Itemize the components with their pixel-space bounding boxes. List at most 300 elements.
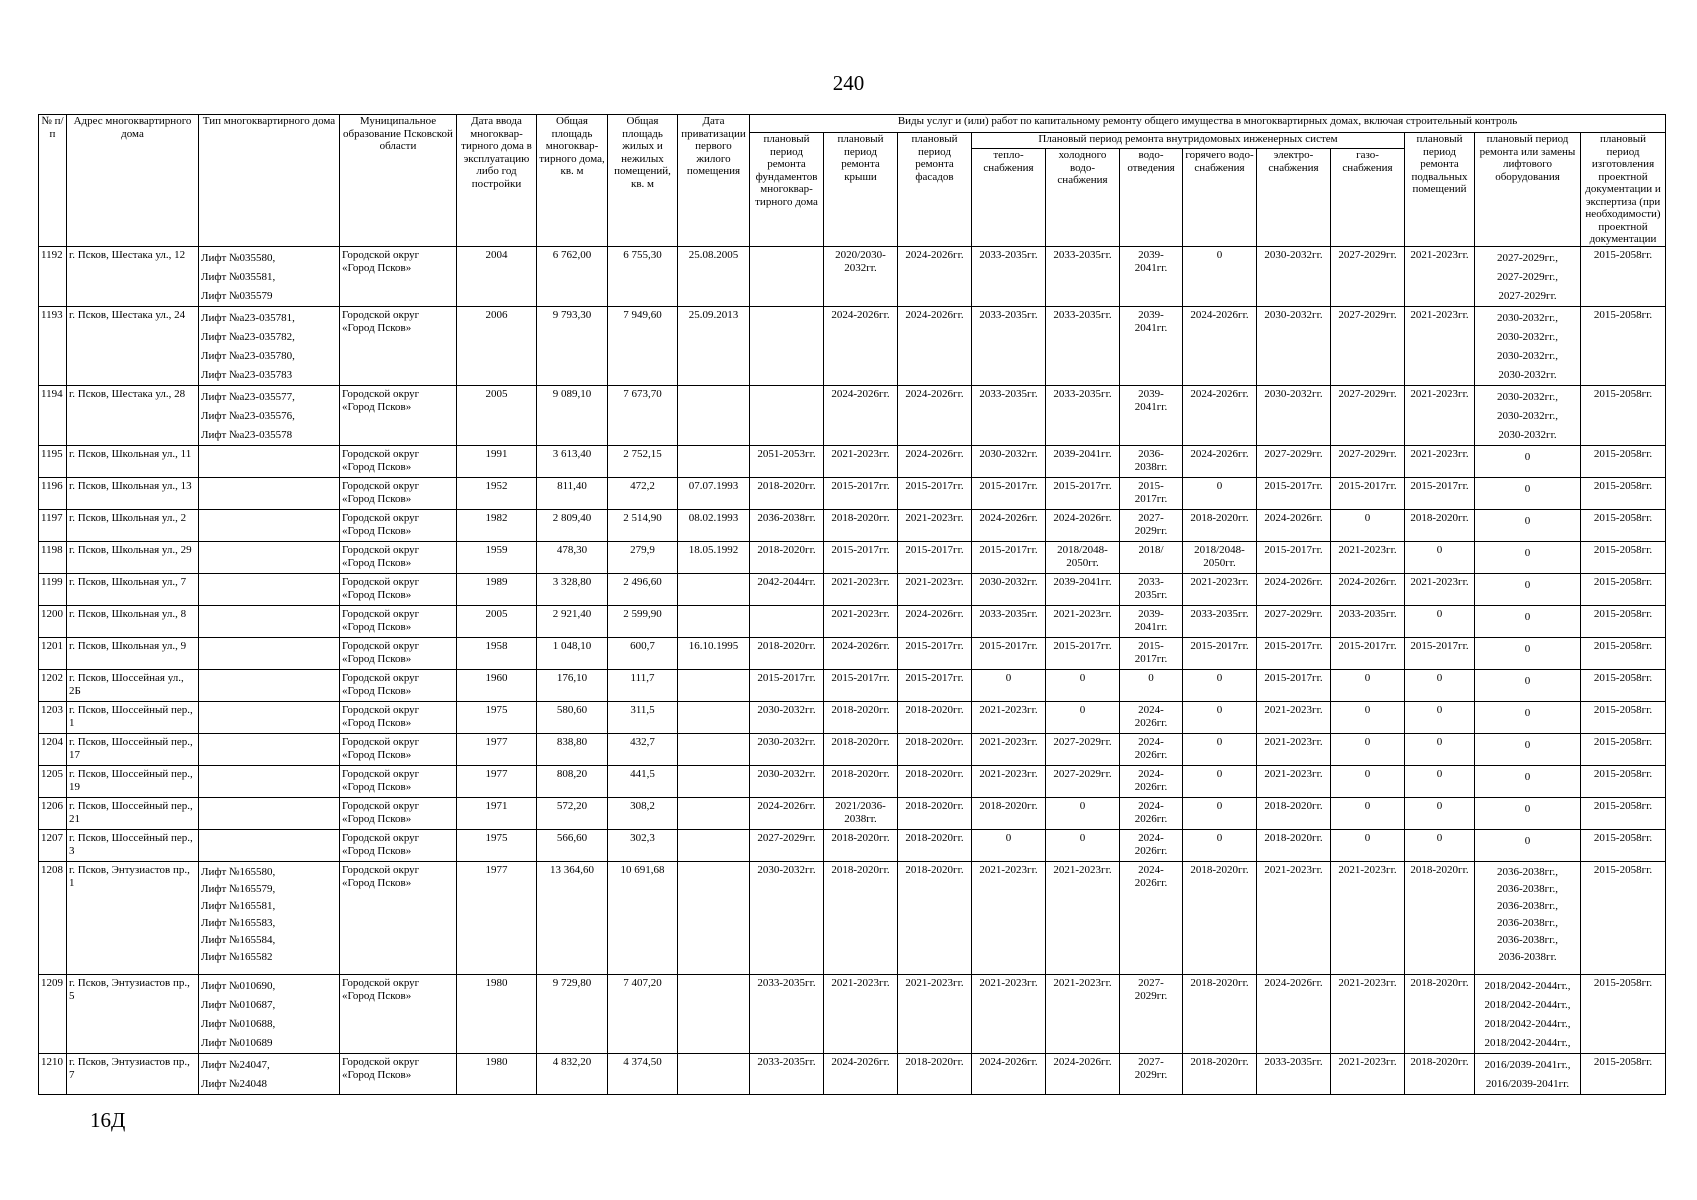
facade-period-cell: 2015-2017гг. [898, 670, 972, 702]
elevator-period-cell-line: 2018/2042-2044гг., [1484, 1018, 1571, 1030]
electric-period-cell: 2021-2023гг. [1257, 702, 1331, 734]
elevator-period-cell [1475, 798, 1581, 830]
electric-period-cell: 2030-2032гг. [1257, 386, 1331, 446]
municipality-cell: Городской округ «Город Псков» [340, 702, 457, 734]
electric-period-cell: 2030-2032гг. [1257, 307, 1331, 386]
house-type-cell [199, 975, 340, 1054]
house-type-cell-line: Лифт №а23-035780, [201, 350, 295, 362]
table-row [39, 862, 1666, 975]
heat-period-cell: 2024-2026гг. [972, 1054, 1046, 1095]
roof-period-cell: 2015-2017гг. [824, 478, 898, 510]
privatization-date-cell: 07.07.1993 [678, 478, 750, 510]
sewer-period-cell: 2015-2017гг. [1120, 478, 1183, 510]
sewer-period-cell: 2033-2035гг. [1120, 574, 1183, 606]
docs-period-cell: 2015-2058гг. [1581, 542, 1666, 574]
commission-year-cell: 1980 [457, 1054, 537, 1095]
electric-period-cell: 2018-2020гг. [1257, 830, 1331, 862]
privatization-date-cell: 25.08.2005 [678, 247, 750, 307]
electric-period-cell: 2024-2026гг. [1257, 510, 1331, 542]
hot-water-period-cell: 2021-2023гг. [1183, 574, 1257, 606]
living-area-cell: 7 407,20 [608, 975, 678, 1054]
heat-period-cell: 2015-2017гг. [972, 638, 1046, 670]
sewer-period-cell: 2024-2026гг. [1120, 766, 1183, 798]
commission-year-cell: 1958 [457, 638, 537, 670]
row-number: 1203 [39, 702, 67, 734]
facade-period-cell: 2018-2020гг. [898, 766, 972, 798]
privatization-date-cell [678, 446, 750, 478]
total-area-cell: 6 762,00 [537, 247, 608, 307]
facade-period-cell: 2015-2017гг. [898, 542, 972, 574]
hot-water-period-cell: 2015-2017гг. [1183, 638, 1257, 670]
table-row [39, 574, 1666, 606]
row-number: 1192 [39, 247, 67, 307]
elevator-period-cell [1475, 862, 1581, 975]
total-area-cell: 3 613,40 [537, 446, 608, 478]
cold-water-period-cell: 2015-2017гг. [1046, 478, 1120, 510]
gas-period-cell: 2021-2023гг. [1331, 975, 1405, 1054]
docs-period-cell: 2015-2058гг. [1581, 446, 1666, 478]
address-cell: г. Псков, Энтузиастов пр., 5 [67, 975, 199, 1054]
basement-period-cell: 0 [1405, 702, 1475, 734]
municipality-cell: Городской округ «Город Псков» [340, 574, 457, 606]
basement-period-cell: 0 [1405, 830, 1475, 862]
address-cell: г. Псков, Шоссейный пер., 1 [67, 702, 199, 734]
house-type-cell [199, 1054, 340, 1095]
total-area-cell: 3 328,80 [537, 574, 608, 606]
foundation-period-cell: 2030-2032гг. [750, 734, 824, 766]
privatization-date-cell [678, 734, 750, 766]
basement-period-cell: 2018-2020гг. [1405, 862, 1475, 975]
elevator-period-cell-line: 2036-2038гг., [1497, 934, 1558, 946]
elevator-period-cell-line: 0 [1524, 675, 1531, 687]
house-type-cell [199, 386, 340, 446]
address-cell: г. Псков, Шоссейный пер., 19 [67, 766, 199, 798]
elevator-period-cell-line: 0 [1524, 579, 1531, 591]
elevator-period-cell-line: 2027-2029гг., [1497, 252, 1558, 264]
cold-water-period-cell: 0 [1046, 798, 1120, 830]
living-area-cell: 2 599,90 [608, 606, 678, 638]
roof-period-cell: 2018-2020гг. [824, 510, 898, 542]
table-row [39, 638, 1666, 670]
facade-period-cell: 2024-2026гг. [898, 606, 972, 638]
basement-period-cell: 2018-2020гг. [1405, 975, 1475, 1054]
facade-period-cell: 2018-2020гг. [898, 1054, 972, 1095]
docs-period-cell: 2015-2058гг. [1581, 478, 1666, 510]
hot-water-period-cell: 0 [1183, 766, 1257, 798]
basement-period-cell: 2021-2023гг. [1405, 386, 1475, 446]
table-row [39, 542, 1666, 574]
header-works-group: Виды услуг и (или) работ по капитальному ремонту общего имущества в многоквартирных домах, включая строительный контроль [750, 115, 1666, 133]
header-hot-water: горячего водо-снабжения [1183, 149, 1257, 247]
cold-water-period-cell: 2018/2048-2050гг. [1046, 542, 1120, 574]
house-type-cell [199, 247, 340, 307]
gas-period-cell: 0 [1331, 734, 1405, 766]
total-area-cell: 580,60 [537, 702, 608, 734]
roof-period-cell: 2018-2020гг. [824, 862, 898, 975]
row-number: 1210 [39, 1054, 67, 1095]
municipality-cell: Городской округ «Город Псков» [340, 638, 457, 670]
roof-period-cell: 2024-2026гг. [824, 307, 898, 386]
elevator-period-cell [1475, 542, 1581, 574]
header-sewer: водо-отведения [1120, 149, 1183, 247]
house-type-cell [199, 446, 340, 478]
elevator-period-cell [1475, 766, 1581, 798]
facade-period-cell: 2024-2026гг. [898, 386, 972, 446]
electric-period-cell: 2024-2026гг. [1257, 975, 1331, 1054]
house-type-cell [199, 606, 340, 638]
address-cell: г. Псков, Энтузиастов пр., 7 [67, 1054, 199, 1095]
heat-period-cell: 2018-2020гг. [972, 798, 1046, 830]
docs-period-cell: 2015-2058гг. [1581, 830, 1666, 862]
foundation-period-cell: 2018-2020гг. [750, 638, 824, 670]
house-type-cell-line: Лифт №165582 [201, 951, 273, 963]
house-type-cell-line: Лифт №а23-035577, [201, 391, 295, 403]
elevator-period-cell-line: 2030-2032гг., [1497, 331, 1558, 343]
heat-period-cell: 2015-2017гг. [972, 542, 1046, 574]
table-row [39, 830, 1666, 862]
basement-period-cell: 2015-2017гг. [1405, 638, 1475, 670]
privatization-date-cell [678, 975, 750, 1054]
basement-period-cell: 0 [1405, 670, 1475, 702]
hot-water-period-cell: 0 [1183, 670, 1257, 702]
header-docs: плановый период изготовления проектной документации и экспертиза (при необходимости) проектной документации [1581, 133, 1666, 247]
commission-year-cell: 1975 [457, 702, 537, 734]
privatization-date-cell: 16.10.1995 [678, 638, 750, 670]
total-area-cell: 838,80 [537, 734, 608, 766]
hot-water-period-cell: 2018-2020гг. [1183, 1054, 1257, 1095]
roof-period-cell: 2018-2020гг. [824, 766, 898, 798]
house-type-cell [199, 574, 340, 606]
roof-period-cell: 2015-2017гг. [824, 670, 898, 702]
cold-water-period-cell: 2033-2035гг. [1046, 386, 1120, 446]
total-area-cell: 566,60 [537, 830, 608, 862]
house-type-cell-line: Лифт №010687, [201, 999, 276, 1011]
commission-year-cell: 1977 [457, 862, 537, 975]
gas-period-cell: 2027-2029гг. [1331, 446, 1405, 478]
municipality-cell: Городской округ «Город Псков» [340, 307, 457, 386]
living-area-cell: 311,5 [608, 702, 678, 734]
basement-period-cell: 2021-2023гг. [1405, 307, 1475, 386]
living-area-cell: 2 496,60 [608, 574, 678, 606]
house-type-cell [199, 798, 340, 830]
table-row [39, 307, 1666, 386]
facade-period-cell: 2024-2026гг. [898, 307, 972, 386]
total-area-cell: 13 364,60 [537, 862, 608, 975]
foundation-period-cell: 2027-2029гг. [750, 830, 824, 862]
basement-period-cell: 2021-2023гг. [1405, 574, 1475, 606]
commission-year-cell: 2006 [457, 307, 537, 386]
municipality-cell: Городской округ «Город Псков» [340, 830, 457, 862]
commission-year-cell: 2005 [457, 386, 537, 446]
footer-code: 16Д [90, 1108, 126, 1132]
house-type-cell-line: Лифт №165583, [201, 917, 276, 929]
roof-period-cell: 2015-2017гг. [824, 542, 898, 574]
house-type-cell [199, 734, 340, 766]
sewer-period-cell: 0 [1120, 670, 1183, 702]
cold-water-period-cell: 2015-2017гг. [1046, 638, 1120, 670]
elevator-period-cell [1475, 446, 1581, 478]
elevator-period-cell-line: 2030-2032гг., [1497, 410, 1558, 422]
privatization-date-cell [678, 670, 750, 702]
elevator-period-cell-line: 2027-2029гг. [1498, 290, 1557, 302]
municipality-cell: Городской округ «Город Псков» [340, 798, 457, 830]
elevator-period-cell-line: 2018/2042-2044гг., [1484, 980, 1571, 992]
elevator-period-cell [1475, 606, 1581, 638]
header-municipality: Муниципальное образование Псковской области [340, 115, 457, 247]
header-cold-water: холодного водо-снабжения [1046, 149, 1120, 247]
elevator-period-cell-line: 2016/2039-2041гг., [1484, 1059, 1571, 1071]
total-area-cell: 9 089,10 [537, 386, 608, 446]
municipality-cell: Городской округ «Город Псков» [340, 386, 457, 446]
house-type-cell [199, 542, 340, 574]
facade-period-cell: 2021-2023гг. [898, 574, 972, 606]
row-number: 1206 [39, 798, 67, 830]
foundation-period-cell: 2033-2035гг. [750, 1054, 824, 1095]
table-row [39, 766, 1666, 798]
living-area-cell: 600,7 [608, 638, 678, 670]
gas-period-cell: 0 [1331, 798, 1405, 830]
municipality-cell: Городской округ «Город Псков» [340, 1054, 457, 1095]
privatization-date-cell: 25.09.2013 [678, 307, 750, 386]
facade-period-cell: 2021-2023гг. [898, 510, 972, 542]
hot-water-period-cell: 2018-2020гг. [1183, 510, 1257, 542]
address-cell: г. Псков, Шестака ул., 12 [67, 247, 199, 307]
facade-period-cell: 2018-2020гг. [898, 798, 972, 830]
privatization-date-cell [678, 574, 750, 606]
heat-period-cell: 2021-2023гг. [972, 702, 1046, 734]
hot-water-period-cell: 2018-2020гг. [1183, 862, 1257, 975]
house-type-cell [199, 638, 340, 670]
electric-period-cell: 2018-2020гг. [1257, 798, 1331, 830]
hot-water-period-cell: 0 [1183, 478, 1257, 510]
living-area-cell: 111,7 [608, 670, 678, 702]
heat-period-cell: 0 [972, 670, 1046, 702]
commission-year-cell: 2004 [457, 247, 537, 307]
basement-period-cell: 0 [1405, 542, 1475, 574]
elevator-period-cell-line: 0 [1524, 611, 1531, 623]
header-num: № п/п [39, 115, 67, 247]
table-row [39, 1054, 1666, 1095]
foundation-period-cell: 2036-2038гг. [750, 510, 824, 542]
cold-water-period-cell: 2027-2029гг. [1046, 734, 1120, 766]
foundation-period-cell [750, 386, 824, 446]
living-area-cell: 2 514,90 [608, 510, 678, 542]
roof-period-cell: 2021-2023гг. [824, 574, 898, 606]
address-cell: г. Псков, Школьная ул., 2 [67, 510, 199, 542]
gas-period-cell: 2024-2026гг. [1331, 574, 1405, 606]
total-area-cell: 176,10 [537, 670, 608, 702]
privatization-date-cell [678, 862, 750, 975]
row-number: 1205 [39, 766, 67, 798]
docs-period-cell: 2015-2058гг. [1581, 734, 1666, 766]
foundation-period-cell: 2018-2020гг. [750, 542, 824, 574]
header-roof: плановый период ремонта крыши [824, 133, 898, 247]
hot-water-period-cell: 2024-2026гг. [1183, 446, 1257, 478]
facade-period-cell: 2024-2026гг. [898, 446, 972, 478]
hot-water-period-cell: 0 [1183, 830, 1257, 862]
municipality-cell: Городской округ «Город Псков» [340, 542, 457, 574]
table-body [39, 247, 1666, 1095]
gas-period-cell: 2027-2029гг. [1331, 386, 1405, 446]
gas-period-cell: 0 [1331, 766, 1405, 798]
commission-year-cell: 1959 [457, 542, 537, 574]
heat-period-cell: 2021-2023гг. [972, 766, 1046, 798]
elevator-period-cell [1475, 1054, 1581, 1095]
row-number: 1209 [39, 975, 67, 1054]
municipality-cell: Городской округ «Город Псков» [340, 606, 457, 638]
sewer-period-cell: 2036-2038гг. [1120, 446, 1183, 478]
foundation-period-cell: 2030-2032гг. [750, 862, 824, 975]
foundation-period-cell: 2018-2020гг. [750, 478, 824, 510]
elevator-period-cell [1475, 574, 1581, 606]
roof-period-cell: 2018-2020гг. [824, 702, 898, 734]
row-number: 1197 [39, 510, 67, 542]
elevator-period-cell-line: 0 [1524, 835, 1531, 847]
basement-period-cell: 2015-2017гг. [1405, 478, 1475, 510]
table-row [39, 798, 1666, 830]
roof-period-cell: 2020/2030-2032гг. [824, 247, 898, 307]
elevator-period-cell-line: 0 [1524, 515, 1531, 527]
table-row [39, 247, 1666, 307]
facade-period-cell: 2015-2017гг. [898, 638, 972, 670]
electric-period-cell: 2024-2026гг. [1257, 574, 1331, 606]
row-number: 1208 [39, 862, 67, 975]
docs-period-cell: 2015-2058гг. [1581, 766, 1666, 798]
elevator-period-cell-line: 0 [1524, 803, 1531, 815]
house-type-cell-line: Лифт №а23-035576, [201, 410, 295, 422]
elevator-period-cell [1475, 670, 1581, 702]
header-systems-group: Плановый период ремонта внутридомовых инженерных систем [972, 133, 1405, 149]
roof-period-cell: 2024-2026гг. [824, 638, 898, 670]
gas-period-cell: 2015-2017гг. [1331, 638, 1405, 670]
hot-water-period-cell: 2024-2026гг. [1183, 386, 1257, 446]
municipality-cell: Городской округ «Город Псков» [340, 734, 457, 766]
gas-period-cell: 0 [1331, 510, 1405, 542]
table-row [39, 702, 1666, 734]
total-area-cell: 572,20 [537, 798, 608, 830]
table-row [39, 478, 1666, 510]
hot-water-period-cell: 0 [1183, 247, 1257, 307]
house-type-cell-line: Лифт №035580, [201, 252, 276, 264]
privatization-date-cell [678, 1054, 750, 1095]
page-number: 240 [832, 71, 865, 95]
municipality-cell: Городской округ «Город Псков» [340, 862, 457, 975]
header-privatization-date: Дата приватизации первого жилого помещения [678, 115, 750, 247]
electric-period-cell: 2015-2017гг. [1257, 638, 1331, 670]
address-cell: г. Псков, Шестака ул., 28 [67, 386, 199, 446]
address-cell: г. Псков, Школьная ул., 13 [67, 478, 199, 510]
sewer-period-cell: 2039-2041гг. [1120, 386, 1183, 446]
elevator-period-cell-line: 2036-2038гг. [1498, 951, 1557, 963]
sewer-period-cell: 2024-2026гг. [1120, 734, 1183, 766]
address-cell: г. Псков, Школьная ул., 7 [67, 574, 199, 606]
header-living-area: Общая площадь жилых и нежилых помещений, кв. м [608, 115, 678, 247]
header-type: Тип многоквартирного дома [199, 115, 340, 247]
commission-year-cell: 1960 [457, 670, 537, 702]
electric-period-cell: 2015-2017гг. [1257, 670, 1331, 702]
foundation-period-cell: 2024-2026гг. [750, 798, 824, 830]
heat-period-cell: 2024-2026гг. [972, 510, 1046, 542]
sewer-period-cell: 2027-2029гг. [1120, 510, 1183, 542]
row-number: 1201 [39, 638, 67, 670]
total-area-cell: 1 048,10 [537, 638, 608, 670]
table-row [39, 975, 1666, 1054]
privatization-date-cell [678, 830, 750, 862]
foundation-period-cell [750, 606, 824, 638]
total-area-cell: 2 809,40 [537, 510, 608, 542]
header-commission-date: Дата ввода многоквар-тирного дома в эксплуатацию либо год постройки [457, 115, 537, 247]
gas-period-cell: 2021-2023гг. [1331, 862, 1405, 975]
house-type-cell-line: Лифт №035579 [201, 290, 273, 302]
house-type-cell [199, 510, 340, 542]
commission-year-cell: 1977 [457, 766, 537, 798]
table-row [39, 606, 1666, 638]
cold-water-period-cell: 0 [1046, 702, 1120, 734]
total-area-cell: 808,20 [537, 766, 608, 798]
address-cell: г. Псков, Энтузиастов пр., 1 [67, 862, 199, 975]
roof-period-cell: 2018-2020гг. [824, 734, 898, 766]
table-row [39, 510, 1666, 542]
house-type-cell-line: Лифт №а23-035782, [201, 331, 295, 343]
commission-year-cell: 1980 [457, 975, 537, 1054]
cold-water-period-cell: 2024-2026гг. [1046, 510, 1120, 542]
elevator-period-cell [1475, 975, 1581, 1054]
basement-period-cell: 0 [1405, 606, 1475, 638]
elevator-period-cell-line: 0 [1524, 643, 1531, 655]
elevator-period-cell-line: 2016/2039-2041гг. [1485, 1078, 1570, 1090]
cold-water-period-cell: 2021-2023гг. [1046, 606, 1120, 638]
cold-water-period-cell: 2039-2041гг. [1046, 574, 1120, 606]
gas-period-cell: 0 [1331, 670, 1405, 702]
docs-period-cell: 2015-2058гг. [1581, 386, 1666, 446]
heat-period-cell: 2021-2023гг. [972, 975, 1046, 1054]
header-heat: тепло-снабжения [972, 149, 1046, 247]
header-gas: газо-снабжения [1331, 149, 1405, 247]
heat-period-cell: 2033-2035гг. [972, 247, 1046, 307]
address-cell: г. Псков, Школьная ул., 11 [67, 446, 199, 478]
cold-water-period-cell: 2024-2026гг. [1046, 1054, 1120, 1095]
house-type-cell-line: Лифт №165581, [201, 900, 276, 912]
elevator-period-cell-line: 2036-2038гг., [1497, 917, 1558, 929]
row-number: 1204 [39, 734, 67, 766]
basement-period-cell: 0 [1405, 798, 1475, 830]
elevator-period-cell-line: 2036-2038гг., [1497, 900, 1558, 912]
elevator-period-cell-line: 2030-2032гг. [1498, 369, 1557, 381]
basement-period-cell: 2018-2020гг. [1405, 510, 1475, 542]
basement-period-cell: 2021-2023гг. [1405, 446, 1475, 478]
elevator-period-cell [1475, 734, 1581, 766]
elevator-period-cell-line: 0 [1524, 739, 1531, 751]
electric-period-cell: 2021-2023гг. [1257, 766, 1331, 798]
living-area-cell: 441,5 [608, 766, 678, 798]
living-area-cell: 7 673,70 [608, 386, 678, 446]
living-area-cell: 302,3 [608, 830, 678, 862]
header-electric: электро-снабжения [1257, 149, 1331, 247]
electric-period-cell: 2030-2032гг. [1257, 247, 1331, 307]
header-elevator: плановый период ремонта или замены лифтового оборудования [1475, 133, 1581, 247]
house-type-cell-line: Лифт №а23-035781, [201, 312, 295, 324]
electric-period-cell: 2015-2017гг. [1257, 542, 1331, 574]
cold-water-period-cell: 0 [1046, 830, 1120, 862]
foundation-period-cell [750, 247, 824, 307]
elevator-period-cell-line: 2030-2032гг. [1498, 429, 1557, 441]
electric-period-cell: 2021-2023гг. [1257, 734, 1331, 766]
address-cell: г. Псков, Школьная ул., 8 [67, 606, 199, 638]
cold-water-period-cell: 2021-2023гг. [1046, 975, 1120, 1054]
docs-period-cell: 2015-2058гг. [1581, 574, 1666, 606]
privatization-date-cell: 18.05.1992 [678, 542, 750, 574]
header-total-area: Общая площадь многоквар-тирного дома, кв. м [537, 115, 608, 247]
